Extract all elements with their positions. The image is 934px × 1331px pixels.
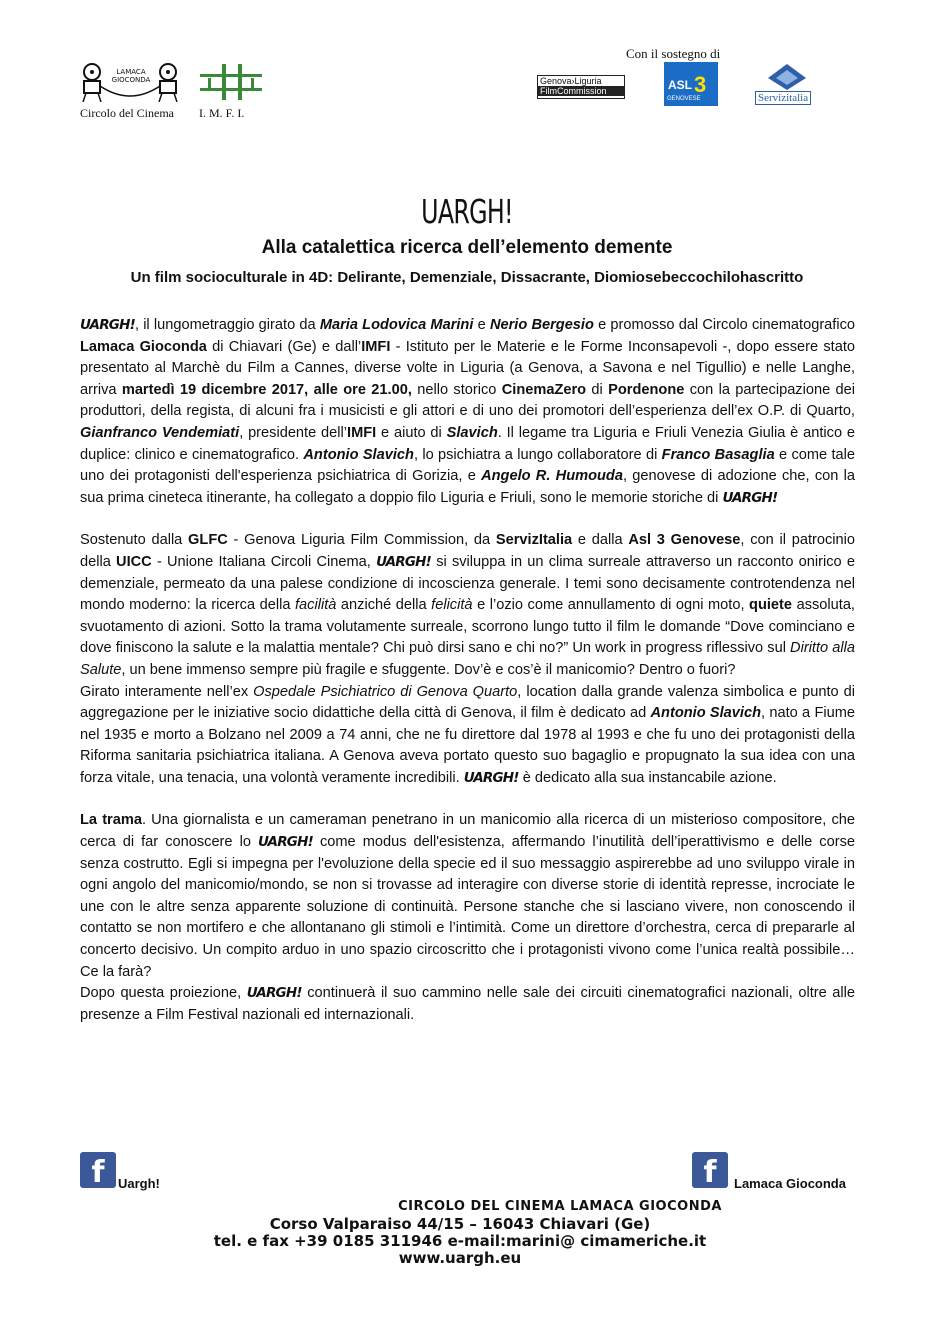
text-fragment: assoluta, svuotamento di azioni. Sotto la trama volutamente surreale, scorrono lungo tutto il film le domande “Dove cominciano e dove finiscono la salute e la malattia mentale? Chi può dirsi sano e chi no?” Un work in progress riflessivo sul: [80, 597, 855, 657]
page-title: UARGH!: [421, 192, 513, 231]
sponsor-glfc-line1: Genova›Liguria: [540, 76, 602, 86]
sponsor-glfc-line2: FilmCommission: [538, 86, 624, 96]
text-fragment: Dopo questa proiezione,: [80, 985, 247, 1002]
text-fragment: . Una giornalista e un cameraman penetrano in un manicomio alla ricerca di un misterioso compositore, che cerca di far conoscere lo: [80, 812, 855, 851]
text-fragment: , un bene immenso sempre più fragile e sfuggente. Dov’è e cos’è il manicomio? Dentro o fuori?: [121, 661, 736, 678]
footer-org: CIRCOLO DEL CINEMA LAMACA GIOCONDA: [398, 1199, 722, 1214]
page-subtitle: Alla catalettica ricerca dell’elemento demente: [261, 237, 673, 258]
org-name: IMFI: [347, 424, 377, 441]
text-fragment: - Genova Liguria Film Commission, da: [227, 532, 496, 549]
text-fragment: con la partecipazione dei produttori, della regista, di alcuni fra i musicisti e gli attori e di uno dei promotori dell’esperienza dell’ex O.P. di Quarto,: [80, 381, 856, 420]
circolo-caption: Circolo del Cinema: [80, 106, 174, 120]
text-fragment: e: [473, 317, 490, 333]
emphasis: felicità: [431, 597, 473, 614]
text-fragment: nello storico: [411, 381, 502, 398]
text-fragment: continuerà il suo cammino nelle sale dei circuiti cinematografici nazionali, oltre alle presenze a Film Festival nazionali ed internazionali.: [80, 985, 855, 1023]
article-body: [80, 315, 855, 1026]
facebook-label-lamaca: Lamaca Gioconda: [734, 1176, 846, 1191]
text-fragment: , genovese di adozione che, con la sua prima cineteca itinerante, ha collegato a doppio filo Liguria e Friuli, sono le memorie storiche di: [80, 468, 856, 506]
person-name: Angelo R. Humouda: [481, 468, 623, 485]
sponsor-servizitalia-text: Servizitalia: [755, 91, 811, 105]
text-fragment: è dedicato alla sua instancabile azione.: [518, 769, 777, 786]
sponsor-asl-logo: [664, 62, 718, 106]
sponsor-asl-num: 3: [694, 72, 707, 97]
text-fragment: di: [586, 381, 609, 398]
text-fragment: e l’ozio come annullamento di ogni moto,: [472, 597, 750, 614]
facebook-icon: f: [80, 1152, 116, 1188]
text-fragment: come modus dell'esistenza, affermando l’inutilità dell’iperattivismo e delle corse senza costrutto. Egli si impegna per l'evoluzione della specie ed il suo messaggio aspirerebbe ad uno sviluppo virale in ogni angolo del manicomio/mondo, se non si trovasse ad interagire con diverse storie di identità represse, incrociate le une con le altre senza apparente soluzione di continuità. Persone stanche che si lasciano vivere, non conoscendo il contatto se non mortifero e che allontanano gli stimoli e l’intimità. Come un direttore d’orchestra, cerca di prepararle al concerto decisivo. Un compito arduo in uno spazio circoscritto che i protagonisti vivono come l’unica realtà possibile… Ce la farà?: [80, 834, 855, 980]
footer-contact: tel. e fax +39 0185 311946 e-mail:marini@ cimameriche.it: [213, 1232, 707, 1250]
event-date: martedì 19 dicembre 2017, alle ore 21.00,: [121, 381, 412, 398]
person-name: Slavich: [446, 424, 498, 441]
text-fragment: anziché della: [336, 597, 432, 614]
plot-heading: La trama: [80, 812, 142, 829]
facebook-icon: f: [692, 1152, 728, 1188]
brand-mark: UARGH!: [257, 834, 313, 851]
sponsor-glfc-liguria: Liguria: [574, 76, 602, 86]
text-fragment: e promosso dal Circolo cinematografico: [593, 317, 856, 333]
imfi-logo: [200, 64, 262, 100]
facebook-link-uargh[interactable]: [80, 1152, 180, 1192]
org-name: IMFI: [361, 338, 391, 355]
text-fragment: e come tale uno dei protagonisti dell'esperienza psichiatrica di Gorizia, e: [80, 446, 856, 485]
sponsor-label: Con il sostegno di: [626, 46, 721, 61]
text-fragment: , nato a Fiume nel 1935 e morto a Bolzano nel 2009 a 74 anni, che ne fu direttore dal 1978 al 1993 e che fu uno dei protagonisti della Riforma sanitaria psichiatrica italiana. A Genova aveva portato questo suo bagaglio e propugnato la sua idea con una forza vitale, una tenacia, una volontà veramente incredibili.: [80, 705, 855, 786]
text-fragment: , con il patrocinio della: [80, 532, 855, 570]
director-name: Nerio Bergesio: [489, 317, 594, 333]
paragraph-support: [80, 530, 855, 681]
page-tagline: Un film socioculturale in 4D: Delirante, Demenziale, Dissacrante, Diomiosebeccochilohascritto: [130, 269, 804, 286]
brand-mark: UARGH!: [463, 769, 519, 786]
brand-mark: UARGH!: [722, 489, 778, 506]
footer-address: Corso Valparaiso 44/15 – 16043 Chiavari (Ge): [269, 1215, 651, 1233]
person-name: Gianfranco Vendemiati: [80, 424, 240, 441]
paragraph-plot: [80, 810, 855, 983]
text-fragment: , presidente dell’: [239, 424, 348, 441]
org-name: GLFC: [188, 532, 228, 549]
org-name: UICC: [116, 553, 152, 570]
org-name: ServizItalia: [495, 532, 573, 549]
facebook-label-uargh: Uargh!: [118, 1176, 160, 1191]
emphasis: facilità: [295, 597, 337, 614]
venue-city: Pordenone: [608, 381, 685, 398]
sponsor-asl-text: ASL: [668, 78, 692, 92]
text-fragment: Sostenuto dalla: [80, 532, 189, 549]
emphasis: quiete: [749, 597, 793, 614]
text-fragment: di Chiavari (Ge) e dall’: [206, 338, 362, 355]
venue-name: CinemaZero: [501, 381, 587, 398]
brand-mark: UARGH!: [376, 553, 431, 570]
brand-mark: UARGH!: [246, 985, 302, 1002]
emphasis: Diritto alla Salute: [80, 640, 855, 678]
circolo-logo: [80, 62, 180, 102]
paragraph-intro: [80, 315, 855, 509]
text-fragment: . Il legame tra Liguria e Friuli Venezia Giulia è antico e duplice: clinico e cinematografico.: [80, 424, 856, 463]
imfi-mark-icon: [200, 64, 262, 100]
text-fragment: , location dalla grande valenza simbolica e punto di aggregazione per le iniziative socio didattiche della città di Genova, il film è dedicato ad: [80, 683, 855, 722]
paragraph-location: [80, 682, 855, 790]
paragraph-closing: [80, 983, 855, 1026]
person-name: Franco Basaglia: [661, 446, 775, 463]
sponsor-asl-sub: GENOVESE: [667, 96, 701, 102]
brand-mark: UARGH!: [80, 317, 135, 333]
text-fragment: , il lungometraggio girato da: [134, 317, 320, 333]
director-name: Maria Lodovica Marini: [319, 317, 474, 333]
person-name: Antonio Slavich: [303, 446, 414, 463]
servizitalia-diamond-icon: [752, 62, 822, 92]
text-fragment: e dalla: [572, 532, 629, 549]
org-name: Lamaca Gioconda: [80, 338, 207, 355]
location-name: Ospedale Psichiatrico di Genova Quarto: [253, 683, 518, 700]
text-fragment: , lo psichiatra a lungo collaboratore di: [413, 446, 662, 463]
text-fragment: - Istituto per le Materie e le Forme Inconsapevoli -, dopo essere stato presentato al Marchè du Film a Cannes, diverse volte in Liguria (a Genova, a Savona e nel Tigullio) e nelle Langhe, arriva: [80, 338, 855, 398]
sponsor-glfc-logo: [537, 75, 625, 99]
org-name: Asl 3 Genovese: [628, 532, 741, 549]
facebook-link-lamaca[interactable]: [692, 1152, 862, 1192]
person-name: Antonio Slavich: [650, 705, 762, 722]
text-fragment: si sviluppa in un clima surreale attraverso un racconto onirico e demenziale, permeato da una palese condizione di incoscienza generale. I temi sono decisamente controtendenza nel mondo moderno: la ricerca della: [80, 553, 855, 614]
text-fragment: e aiuto di: [376, 424, 447, 441]
circolo-logo-text: LAMACA GIOCONDA: [111, 68, 151, 84]
imfi-caption: I. M. F. I.: [199, 106, 245, 120]
footer-website[interactable]: www.uargh.eu: [398, 1249, 522, 1267]
text-fragment: Girato interamente nell’ex: [80, 683, 254, 700]
sponsor-servizitalia-logo: [752, 62, 822, 106]
sponsor-glfc-genova: Genova: [540, 76, 572, 86]
text-fragment: - Unione Italiana Circoli Cinema,: [151, 553, 377, 570]
